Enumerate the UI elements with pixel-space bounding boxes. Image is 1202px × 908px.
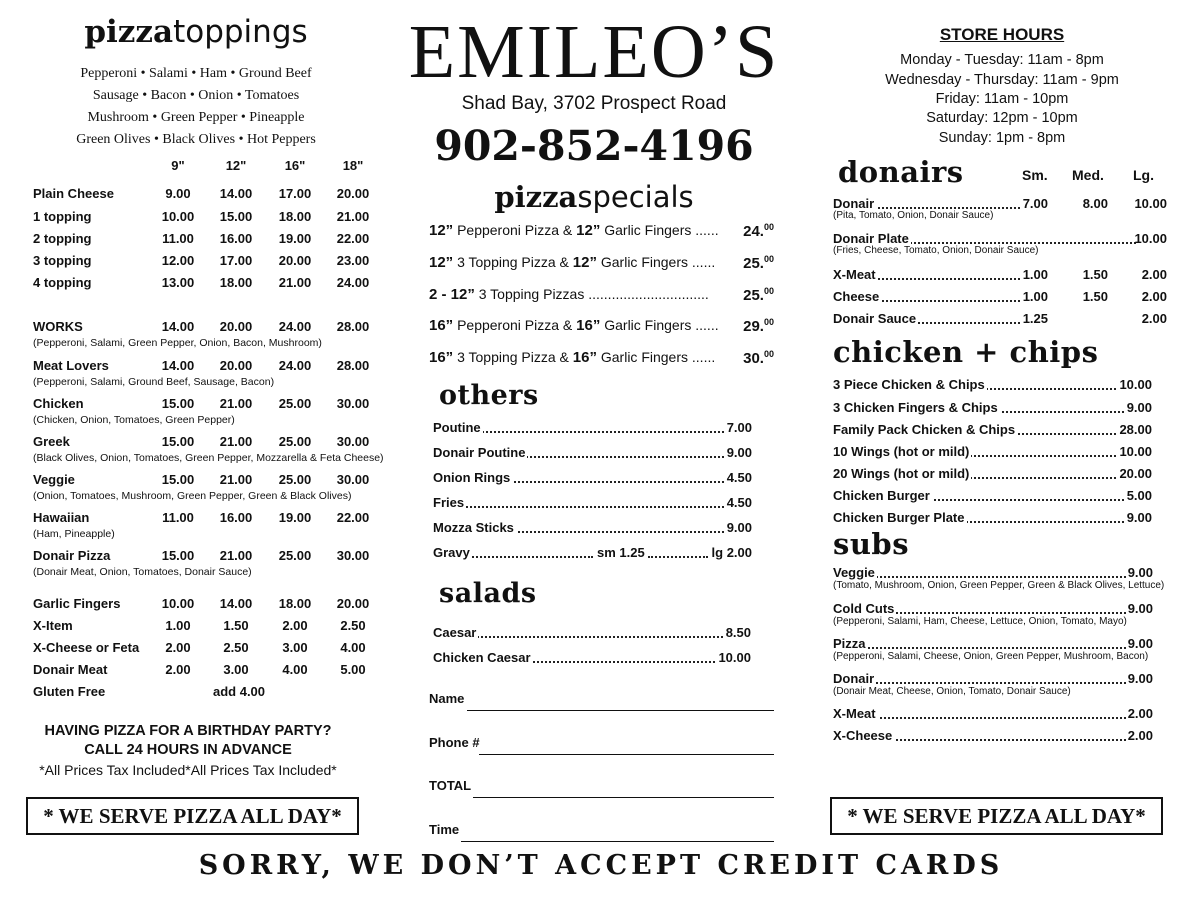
serve-all-day-box-left: * WE SERVE PIZZA ALL DAY*	[26, 797, 359, 835]
item-price: 10.00	[1119, 444, 1152, 459]
item-price: 15.00	[161, 434, 195, 449]
item-name: Chicken	[33, 396, 84, 411]
special-text: Garlic Fingers	[596, 254, 692, 270]
item-name: 4 topping	[33, 275, 92, 290]
size-header: 12"	[225, 158, 247, 173]
field-label: Phone #	[429, 735, 480, 750]
item-price: 21.00	[219, 548, 253, 563]
item-description: (Chicken, Onion, Tomatoes, Green Pepper)	[33, 414, 235, 426]
order-form-field	[429, 778, 774, 796]
item-price: 1.50	[223, 618, 249, 633]
special-price-dollars: 30.	[743, 350, 764, 367]
item-price: 21.00	[219, 472, 253, 487]
special-price-cents: 00	[763, 222, 774, 232]
item-price: 2.00	[282, 618, 308, 633]
leader-dots: ......	[695, 222, 719, 238]
item-price: 3.00	[282, 640, 308, 655]
order-form-field	[429, 735, 774, 753]
special-text: 3 Topping Pizza &	[453, 254, 573, 270]
others-item	[433, 445, 752, 463]
special-price-cents: 00	[763, 349, 774, 359]
item-price: 15.00	[219, 209, 253, 224]
field-label: Time	[429, 822, 460, 837]
special-size: 12”	[572, 254, 597, 271]
item-price: 11.00	[162, 510, 194, 525]
item-price: 5.00	[340, 662, 366, 677]
item-price: 10.00	[161, 596, 195, 611]
item-price: 3.00	[223, 662, 249, 677]
item-name: Onion Rings	[433, 470, 511, 485]
item-name: Chicken Burger	[833, 488, 930, 503]
others-title: others	[439, 380, 539, 411]
leader-dots: ......	[695, 317, 719, 333]
chicken-chips-title: chicken + chips	[833, 335, 1099, 369]
item-price: 12.00	[161, 253, 195, 268]
price-row	[33, 358, 378, 388]
item-price: 25.00	[278, 548, 312, 563]
item-price: 10.00	[1134, 196, 1167, 211]
gravy-large-price: lg 2.00	[711, 545, 752, 560]
price-row	[33, 186, 378, 208]
special-row	[429, 222, 774, 239]
toppings-line: Mushroom • Green Pepper • Pineapple	[87, 110, 305, 125]
price-row	[33, 319, 378, 349]
special-price-dollars: 29.	[743, 318, 764, 335]
item-price: 23.00	[336, 253, 370, 268]
special-row	[429, 254, 774, 271]
item-price: 2.00	[1127, 706, 1153, 721]
others-item	[433, 420, 752, 438]
item-name: X-Cheese or Feta	[33, 640, 140, 655]
item-name: X-Item	[33, 618, 73, 633]
hours-line: Wednesday - Thursday: 11am - 9pm	[885, 72, 1119, 88]
item-price: 1.50	[1082, 267, 1108, 282]
item-price: 10.00	[1119, 377, 1152, 392]
price-row	[33, 684, 378, 706]
field-label: TOTAL	[429, 778, 472, 793]
item-name: Hawaiian	[33, 510, 90, 525]
sub-item	[833, 565, 1165, 591]
price-row	[33, 510, 378, 540]
special-price-cents: 00	[763, 254, 774, 264]
item-description: (Fries, Cheese, Tomato, Onion, Donair Sauce)	[833, 245, 1039, 256]
item-price: 22.00	[336, 231, 370, 246]
item-description: (Onion, Tomatoes, Mushroom, Green Pepper, Green & Black Olives)	[33, 490, 352, 502]
item-price: 9.00	[1127, 601, 1153, 616]
chicken-item	[833, 444, 1152, 462]
item-price: 20.00	[219, 319, 253, 334]
item-price: 5.00	[1126, 488, 1152, 503]
item-price: 16.00	[219, 510, 253, 525]
special-price	[743, 349, 774, 367]
item-price: 28.00	[1119, 422, 1152, 437]
item-name: Gluten Free	[33, 684, 106, 699]
item-price: 30.00	[336, 434, 370, 449]
item-price: 21.00	[219, 434, 253, 449]
item-price: 10.00	[161, 209, 195, 224]
leader-dots: ...............................	[588, 286, 709, 302]
special-text: Garlic Fingers	[600, 222, 696, 238]
item-name: Mozza Sticks	[433, 520, 514, 535]
special-size: 12”	[429, 222, 454, 239]
item-price: 4.50	[726, 470, 752, 485]
special-text: Garlic Fingers	[596, 349, 692, 365]
item-name: Fries	[433, 495, 465, 510]
leader-dots	[833, 717, 1153, 719]
price-row	[33, 548, 378, 578]
donair-item	[833, 311, 1169, 333]
special-price-dollars: 24.	[743, 223, 764, 240]
item-name: 3 Piece Chicken & Chips	[833, 377, 985, 392]
item-name: Veggie	[33, 472, 75, 487]
item-price: 30.00	[336, 472, 370, 487]
item-description: (Pepperoni, Salami, Cheese, Onion, Green Pepper, Mushroom, Bacon)	[833, 651, 1149, 662]
phone-number: 902-852-4196	[434, 122, 754, 170]
item-price: 20.00	[336, 596, 370, 611]
chicken-item	[833, 510, 1152, 528]
toppings-line: Green Olives • Black Olives • Hot Peppers	[76, 132, 316, 147]
item-name: X-Meat	[833, 706, 876, 721]
hours-line: Sunday: 1pm - 8pm	[938, 130, 1066, 146]
item-description: (Donair Meat, Onion, Tomatoes, Donair Sauce)	[33, 566, 252, 578]
item-name: 3 Chicken Fingers & Chips	[833, 400, 998, 415]
item-name: Cheese	[833, 289, 880, 304]
donair-item	[833, 267, 1169, 289]
chicken-item	[833, 377, 1152, 395]
party-line-2: CALL 24 HOURS IN ADVANCE	[84, 742, 292, 758]
leader-dots	[433, 506, 752, 508]
item-price: 25.00	[278, 396, 312, 411]
price-row	[33, 231, 378, 253]
size-header: 18"	[342, 158, 364, 173]
item-price: 2.50	[340, 618, 366, 633]
item-name: Poutine	[433, 420, 481, 435]
item-price: 2.00	[1127, 728, 1153, 743]
special-text: 3 Topping Pizzas	[474, 286, 589, 302]
leader-dots	[833, 576, 1153, 578]
chicken-item	[833, 466, 1152, 484]
party-line-1: HAVING PIZZA FOR A BIRTHDAY PARTY?	[44, 723, 332, 739]
item-name: Chicken Caesar	[433, 650, 531, 665]
item-price: 8.50	[725, 625, 751, 640]
others-item	[433, 470, 752, 488]
brand-logo: EMILEO’S	[408, 10, 780, 94]
item-price: 24.00	[278, 319, 312, 334]
item-description: (Pepperoni, Salami, Ham, Cheese, Lettuce, Onion, Tomato, Mayo)	[833, 616, 1127, 627]
special-text: Garlic Fingers	[600, 317, 696, 333]
special-size: 16”	[572, 349, 597, 366]
item-price: 1.00	[1022, 289, 1048, 304]
hours-line: Monday - Tuesday: 11am - 8pm	[900, 52, 1104, 68]
address: Shad Bay, 3702 Prospect Road	[461, 93, 727, 114]
item-name: 2 topping	[33, 231, 92, 246]
item-description: (Black Olives, Onion, Tomatoes, Green Pepper, Mozzarella & Feta Cheese)	[33, 452, 384, 464]
item-price: 18.00	[278, 209, 312, 224]
price-row	[33, 662, 378, 684]
item-name: Caesar	[433, 625, 477, 640]
item-price: 21.00	[336, 209, 370, 224]
item-name: Meat Lovers	[33, 358, 109, 373]
special-price	[743, 317, 774, 335]
item-price: 20.00	[219, 358, 253, 373]
field-blank-line	[473, 797, 774, 798]
item-name: Cold Cuts	[833, 601, 895, 616]
item-price: 17.00	[219, 253, 253, 268]
salad-item	[433, 650, 751, 668]
item-name: Greek	[33, 434, 70, 449]
donair-item	[833, 289, 1169, 311]
item-price: 10.00	[1134, 231, 1167, 246]
item-price: 7.00	[1022, 196, 1048, 211]
item-name: Chicken Burger Plate	[833, 510, 965, 525]
item-name: 3 topping	[33, 253, 92, 268]
no-credit-cards-banner: SORRY, WE DON’T ACCEPT CREDIT CARDS	[198, 850, 1004, 881]
item-description: (Pepperoni, Salami, Ground Beef, Sausage, Bacon)	[33, 376, 275, 388]
item-price: 18.00	[219, 275, 253, 290]
sub-item	[833, 636, 1153, 662]
item-price: 7.00	[726, 420, 752, 435]
sub-item	[833, 671, 1153, 697]
item-price: 1.00	[1022, 267, 1048, 282]
leader-dots	[648, 556, 708, 558]
item-price: 8.00	[1082, 196, 1108, 211]
toppings-line: Sausage • Bacon • Onion • Tomatoes	[92, 88, 300, 103]
item-price: 11.00	[162, 231, 194, 246]
donair-item	[833, 231, 1169, 256]
item-name: Plain Cheese	[33, 186, 114, 201]
field-blank-line	[461, 841, 774, 842]
toppings-title-strong: pizza	[84, 14, 174, 50]
item-price: 25.00	[278, 472, 312, 487]
item-price: 28.00	[336, 358, 370, 373]
special-text: Pepperoni Pizza &	[453, 222, 577, 238]
toppings-title-light: toppings	[173, 14, 308, 50]
item-price: 1.25	[1022, 311, 1048, 326]
special-text: 3 Topping Pizza &	[453, 349, 573, 365]
item-name: X-Meat	[833, 267, 876, 282]
price-row	[33, 209, 378, 231]
item-name: Veggie	[833, 565, 875, 580]
store-hours-title: STORE HOURS	[939, 25, 1065, 44]
item-name: Donair Poutine	[433, 445, 526, 460]
donair-size-header: Med.	[1072, 167, 1104, 183]
item-price: 21.00	[278, 275, 312, 290]
special-price	[743, 254, 774, 272]
donair-size-header: Lg.	[1133, 167, 1154, 183]
item-price: 2.00	[1141, 289, 1167, 304]
item-price: 30.00	[336, 396, 370, 411]
special-price	[743, 286, 774, 304]
order-form-field	[429, 691, 774, 709]
sub-item	[833, 728, 1153, 746]
item-price: 10.00	[718, 650, 751, 665]
price-row	[33, 396, 378, 426]
chicken-item	[833, 400, 1152, 418]
price-row	[33, 434, 384, 464]
item-price: 19.00	[278, 510, 312, 525]
special-row	[429, 317, 774, 334]
price-row	[33, 640, 378, 662]
others-item	[433, 495, 752, 513]
special-row	[429, 349, 774, 366]
item-description: (Pita, Tomato, Onion, Donair Sauce)	[833, 210, 994, 221]
item-price: 4.00	[340, 640, 366, 655]
item-name: Gravy	[433, 545, 470, 560]
special-row	[429, 286, 774, 303]
chicken-item	[833, 422, 1152, 440]
donairs-title: donairs	[838, 155, 964, 189]
leader-dots	[833, 647, 1153, 649]
sub-item	[833, 706, 1153, 724]
specials-title-strong: pizza	[494, 180, 578, 214]
item-price: 20.00	[1119, 466, 1152, 481]
field-label: Name	[429, 691, 465, 706]
item-name: 1 topping	[33, 209, 92, 224]
item-price: 2.00	[165, 640, 191, 655]
item-price: 15.00	[161, 472, 195, 487]
special-size: 16”	[576, 317, 601, 334]
item-name: Donair Plate	[833, 231, 909, 246]
hours-line: Friday: 11am - 10pm	[935, 91, 1069, 107]
item-price: 13.00	[161, 275, 195, 290]
leader-dots	[833, 682, 1153, 684]
specials-title-light: specials	[577, 180, 694, 214]
item-price: 15.00	[161, 396, 195, 411]
sub-item	[833, 601, 1153, 627]
item-price: 14.00	[161, 319, 195, 334]
special-text: Pepperoni Pizza &	[453, 317, 577, 333]
item-price: 19.00	[278, 231, 312, 246]
item-name: Garlic Fingers	[33, 596, 121, 611]
item-description: (Donair Meat, Cheese, Onion, Tomato, Donair Sauce)	[833, 686, 1071, 697]
item-price: 4.00	[282, 662, 308, 677]
item-price: 2.50	[223, 640, 249, 655]
item-name: 20 Wings (hot or mild)	[833, 466, 970, 481]
item-price: 25.00	[278, 434, 312, 449]
item-price: 2.00	[1141, 267, 1167, 282]
item-price: 28.00	[336, 319, 370, 334]
item-price: add 4.00	[212, 684, 266, 699]
donair-size-header: Sm.	[1022, 167, 1048, 183]
size-header: 9"	[171, 158, 185, 173]
item-price: 9.00	[726, 520, 752, 535]
item-name: Donair Meat	[33, 662, 108, 677]
special-price-cents: 00	[763, 286, 774, 296]
item-price: 14.00	[219, 596, 253, 611]
special-size: 12”	[429, 254, 454, 271]
salads-title: salads	[439, 578, 537, 609]
item-description: (Pepperoni, Salami, Green Pepper, Onion, Bacon, Mushroom)	[33, 337, 322, 349]
item-price: 14.00	[161, 358, 195, 373]
item-price: 24.00	[336, 275, 370, 290]
item-name: Donair	[833, 671, 875, 686]
item-price: 18.00	[278, 596, 312, 611]
price-row	[33, 472, 378, 502]
leader-dots: ......	[691, 349, 716, 365]
salad-item	[433, 625, 751, 643]
leader-dots	[433, 636, 751, 638]
price-row	[33, 596, 378, 618]
item-name: Donair	[833, 196, 875, 211]
item-name: Pizza	[833, 636, 866, 651]
gravy-small-price: sm 1.25	[597, 545, 645, 560]
item-price: 21.00	[219, 396, 253, 411]
item-price: 20.00	[336, 186, 370, 201]
item-price: 24.00	[278, 358, 312, 373]
item-name: Donair Sauce	[833, 311, 917, 326]
item-price: 14.00	[219, 186, 253, 201]
specials-title	[408, 180, 780, 215]
special-price-dollars: 25.	[743, 287, 764, 304]
toppings-line: Pepperoni • Salami • Ham • Ground Beef	[80, 66, 312, 81]
item-description: (Ham, Pineapple)	[33, 528, 115, 540]
field-blank-line	[467, 710, 774, 711]
item-name: 10 Wings (hot or mild)	[833, 444, 970, 459]
special-size: 12”	[576, 222, 601, 239]
item-name: WORKS	[33, 319, 83, 334]
special-price	[743, 222, 774, 240]
item-price: 20.00	[278, 253, 312, 268]
item-price: 9.00	[726, 445, 752, 460]
item-price: 2.00	[1141, 311, 1167, 326]
hours-line: Saturday: 12pm - 10pm	[926, 110, 1078, 126]
others-item	[433, 520, 752, 538]
item-price: 30.00	[336, 548, 370, 563]
chicken-item	[833, 488, 1152, 506]
toppings-title	[0, 14, 392, 50]
item-price: 15.00	[161, 548, 195, 563]
gravy-item	[433, 545, 752, 563]
item-price: 9.00	[1127, 671, 1153, 686]
tax-note: *All Prices Tax Included*All Prices Tax Included*	[39, 762, 337, 778]
item-price: 22.00	[336, 510, 370, 525]
item-price: 9.00	[1127, 565, 1153, 580]
item-price: 9.00	[1126, 510, 1152, 525]
item-price: 1.50	[1082, 289, 1108, 304]
item-price: 4.50	[726, 495, 752, 510]
item-price: 9.00	[165, 186, 191, 201]
order-form-field	[429, 822, 774, 840]
special-price-cents: 00	[763, 317, 774, 327]
price-row	[33, 275, 378, 297]
item-price: 16.00	[219, 231, 253, 246]
field-blank-line	[479, 754, 774, 755]
special-size: 2 - 12”	[429, 286, 475, 303]
special-size: 16”	[429, 349, 454, 366]
price-row	[33, 618, 378, 640]
subs-title: subs	[833, 527, 910, 561]
item-description: (Tomato, Mushroom, Onion, Green Pepper, Green & Black Olives, Lettuce)	[833, 580, 1165, 591]
leader-dots: ......	[691, 254, 716, 270]
special-price-dollars: 25.	[743, 255, 764, 272]
item-name: Family Pack Chicken & Chips	[833, 422, 1016, 437]
item-name: Donair Pizza	[33, 548, 111, 563]
size-header: 16"	[284, 158, 306, 173]
item-price: 9.00	[1126, 400, 1152, 415]
special-size: 16”	[429, 317, 454, 334]
item-name: X-Cheese	[833, 728, 893, 743]
donair-item	[833, 196, 1169, 221]
price-row	[33, 253, 378, 275]
item-price: 17.00	[278, 186, 312, 201]
item-price: 2.00	[165, 662, 191, 677]
serve-all-day-box-right: * WE SERVE PIZZA ALL DAY*	[830, 797, 1163, 835]
item-price: 1.00	[165, 618, 191, 633]
item-price: 9.00	[1127, 636, 1153, 651]
